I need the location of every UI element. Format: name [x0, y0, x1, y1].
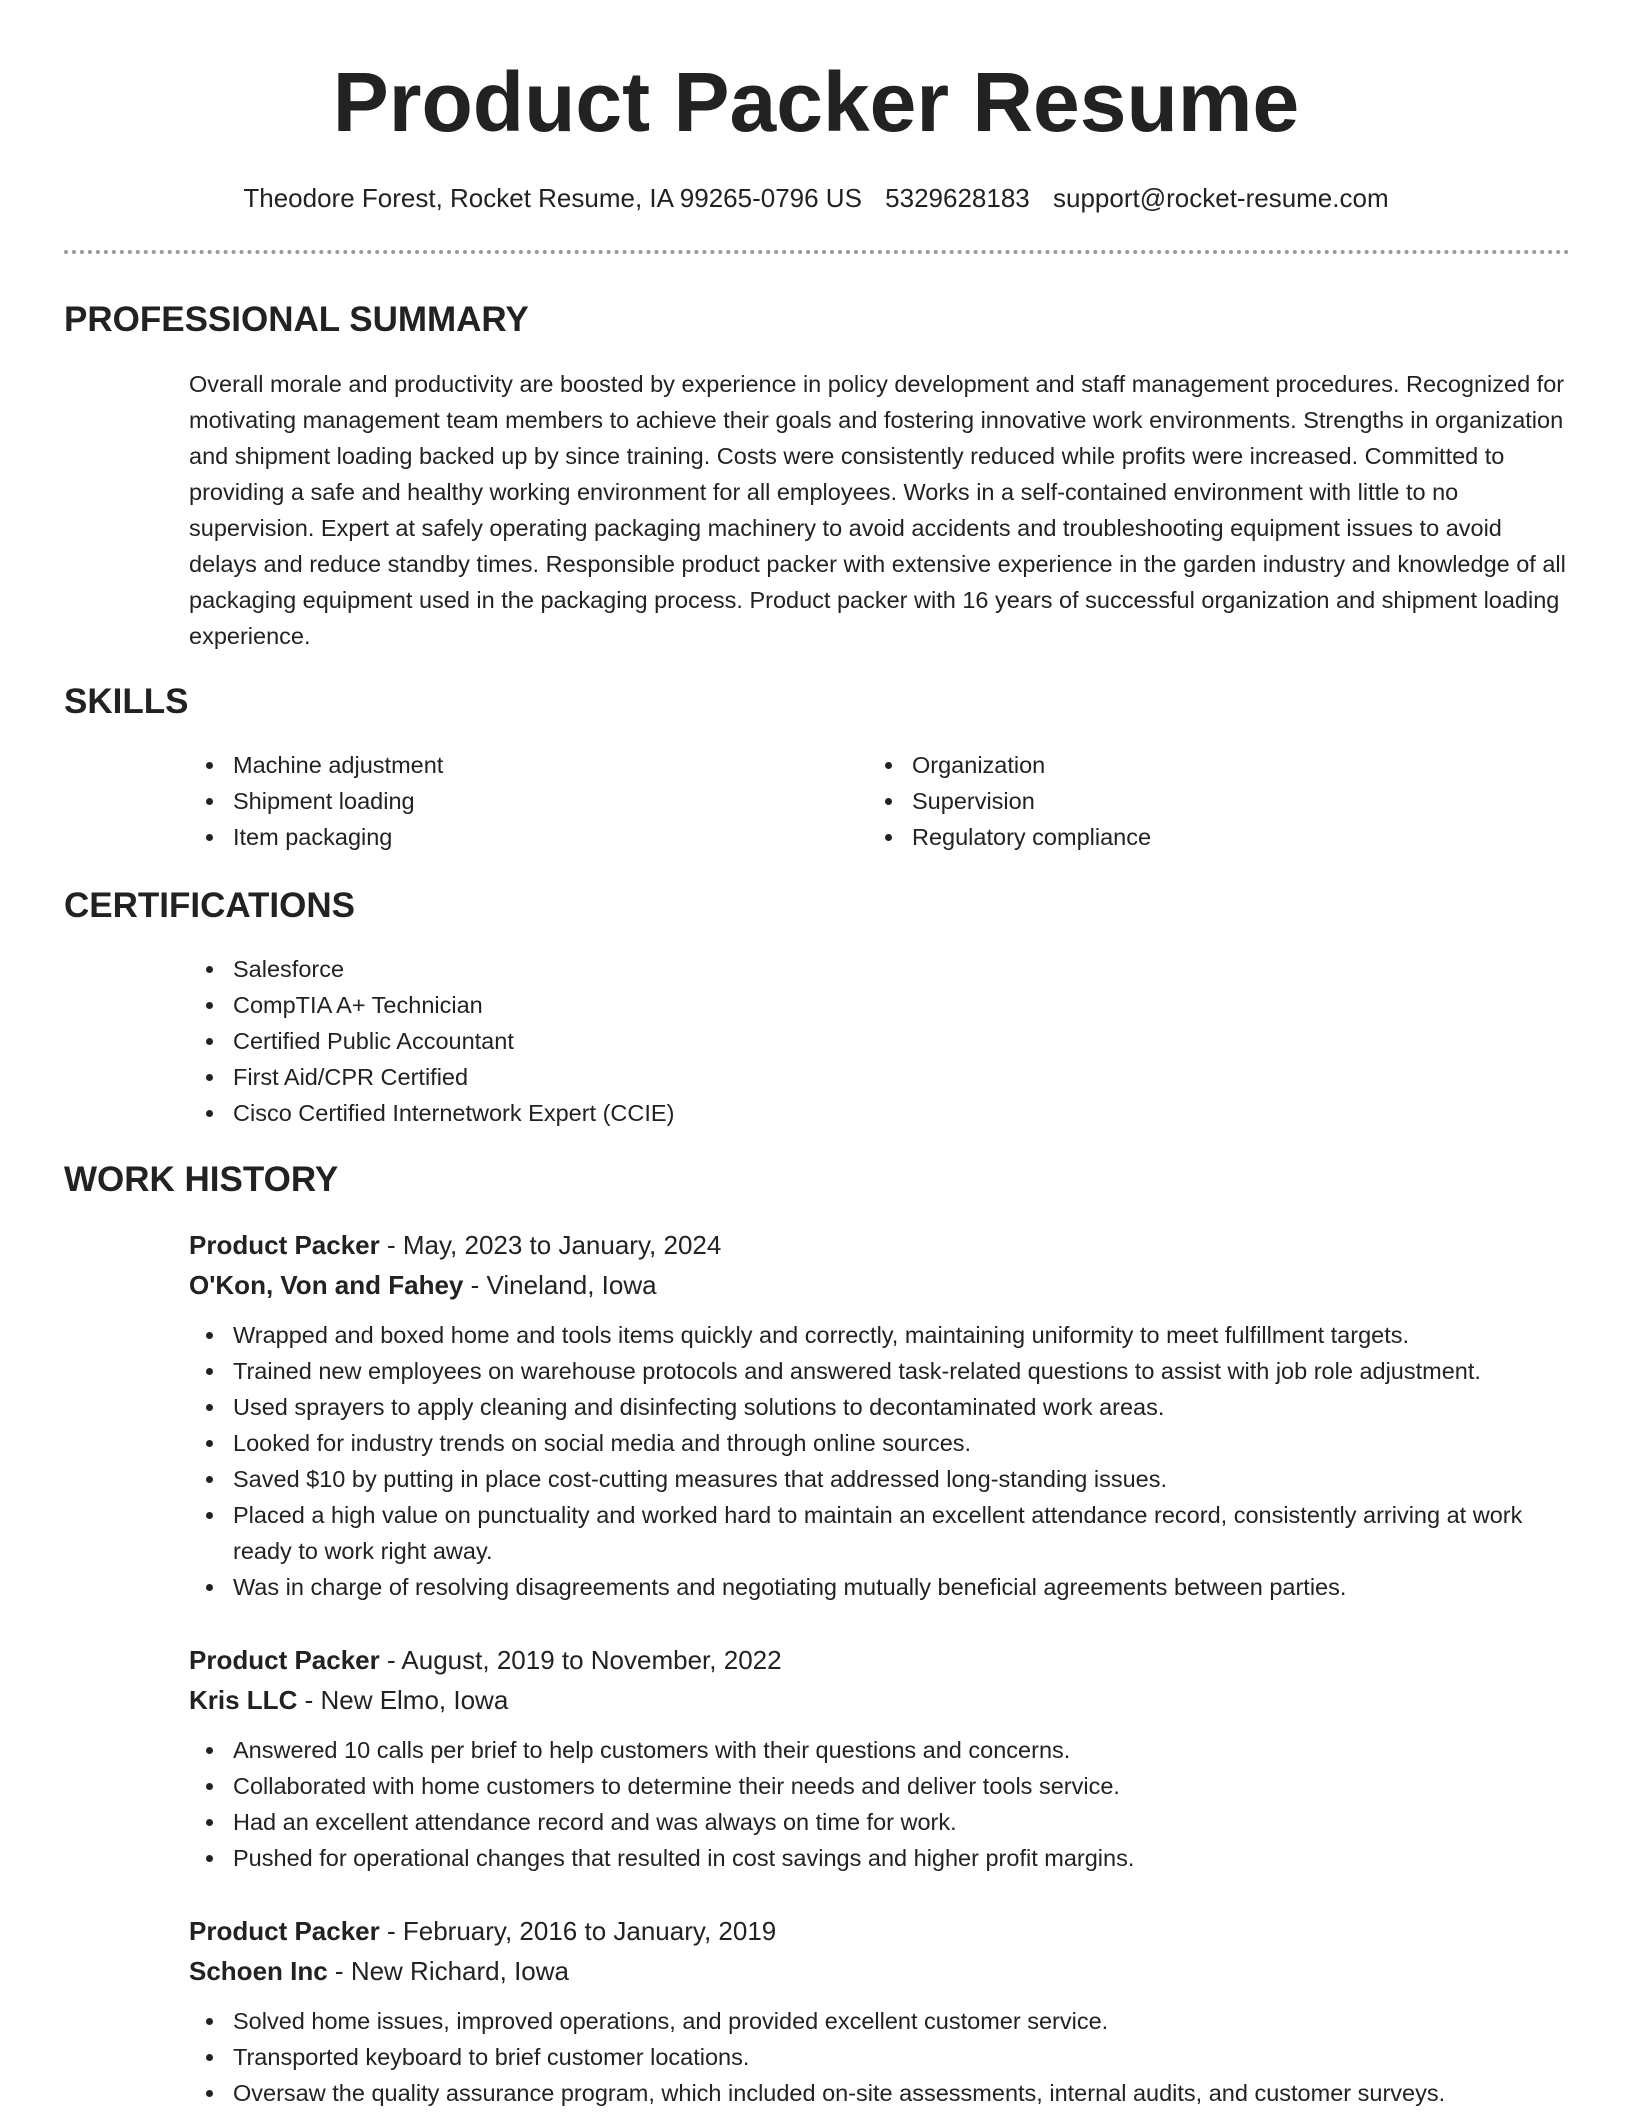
job-company: Schoen Inc — [189, 1956, 328, 1986]
job-bullet: Solved home issues, improved operations, and provided excellent customer service. — [233, 2003, 1579, 2039]
skill-item: Organization — [912, 747, 1151, 783]
summary-heading: PROFESSIONAL SUMMARY — [64, 300, 529, 339]
job-bullets — [189, 1732, 1579, 1876]
job-bullet: Oversaw the quality assurance program, which included on-site assessments, internal audits, and customer surveys. — [233, 2075, 1579, 2111]
job-dates: August, 2019 to November, 2022 — [401, 1645, 782, 1675]
contact-address: Theodore Forest, Rocket Resume, IA 99265-0796 US — [243, 183, 862, 213]
job-location: New Richard, Iowa — [350, 1956, 570, 1986]
job-dates: February, 2016 to January, 2019 — [402, 1916, 777, 1946]
certification-item: CompTIA A+ Technician — [233, 987, 674, 1023]
skill-item: Shipment loading — [233, 783, 443, 819]
job-bullet: Saved $10 by putting in place cost-cutting measures that addressed long-standing issues. — [233, 1461, 1579, 1497]
header-divider — [64, 250, 1570, 254]
contact-phone: 5329628183 — [885, 183, 1030, 213]
job-bullets — [189, 2003, 1579, 2111]
contact-line — [0, 180, 1632, 216]
job-title: Product Packer — [189, 1230, 380, 1260]
job-bullet: Had an excellent attendance record and was always on time for work. — [233, 1804, 1579, 1840]
job-bullet: Transported keyboard to brief customer locations. — [233, 2039, 1579, 2075]
job-bullet: Wrapped and boxed home and tools items quickly and correctly, maintaining uniformity to meet fulfillment targets. — [233, 1317, 1579, 1353]
job-bullet: Collaborated with home customers to determine their needs and deliver tools service. — [233, 1768, 1579, 1804]
skill-item: Supervision — [912, 783, 1151, 819]
job-entry — [189, 1225, 1579, 1605]
contact-email: support@rocket-resume.com — [1053, 183, 1389, 213]
job-bullet: Trained new employees on warehouse protocols and answered task-related questions to assist with job role adjustment. — [233, 1353, 1579, 1389]
job-bullet: Answered 10 calls per brief to help customers with their questions and concerns. — [233, 1732, 1579, 1768]
job-location: Vineland, Iowa — [486, 1270, 657, 1300]
job-location: New Elmo, Iowa — [320, 1685, 509, 1715]
job-title-line: Product Packer - August, 2019 to November, 2022 — [189, 1645, 782, 1675]
job-entry — [189, 1911, 1579, 2111]
job-company: Kris LLC — [189, 1685, 298, 1715]
job-bullet: Used sprayers to apply cleaning and disinfecting solutions to decontaminated work areas. — [233, 1389, 1579, 1425]
job-bullet: Placed a high value on punctuality and worked hard to maintain an excellent attendance record, consistently arriving at work ready to work right away. — [233, 1497, 1579, 1569]
certification-item: Salesforce — [233, 951, 674, 987]
job-title-line: Product Packer - May, 2023 to January, 2024 — [189, 1230, 722, 1260]
job-bullets — [189, 1317, 1579, 1605]
skill-item: Regulatory compliance — [912, 819, 1151, 855]
job-entry — [189, 1640, 1579, 1876]
job-company: O'Kon, Von and Fahey — [189, 1270, 464, 1300]
job-bullet: Looked for industry trends on social media and through online sources. — [233, 1425, 1579, 1461]
skill-item: Item packaging — [233, 819, 443, 855]
summary-text: Overall morale and productivity are boosted by experience in policy development and staff management procedures. Recognized for motivating management team members to achieve their goals and fostering innovative work environments. Strengths in organization and shipment loading backed up by since training. Costs were consistently reduced while profits were increased. Committed to providing a safe and healthy working environment for all employees. Works in a self-contained environment with little to no supervision. Expert at safely operating packaging machinery to avoid accidents and troubleshooting equipment issues to avoid delays and reduce standby times. Responsible product packer with extensive experience in the garden industry and knowledge of all packaging equipment used in the packaging process. Product packer with 16 years of successful organization and shipment loading experience. — [189, 371, 1566, 649]
job-title-line: Product Packer - February, 2016 to January, 2019 — [189, 1916, 777, 1946]
certifications-list — [189, 951, 674, 1131]
job-bullet: Pushed for operational changes that resulted in cost savings and higher profit margins. — [233, 1840, 1579, 1876]
job-title: Product Packer — [189, 1645, 380, 1675]
resume-title: Product Packer Resume — [332, 55, 1300, 149]
certification-item: First Aid/CPR Certified — [233, 1059, 674, 1095]
skills-heading: SKILLS — [64, 682, 189, 721]
job-company-line: O'Kon, Von and Fahey - Vineland, Iowa — [189, 1270, 657, 1300]
job-company-line: Schoen Inc - New Richard, Iowa — [189, 1956, 570, 1986]
job-dates: May, 2023 to January, 2024 — [402, 1230, 722, 1260]
certification-item: Certified Public Accountant — [233, 1023, 674, 1059]
certification-item: Cisco Certified Internetwork Expert (CCIE) — [233, 1095, 674, 1131]
job-bullet: Was in charge of resolving disagreements and negotiating mutually beneficial agreements between parties. — [233, 1569, 1579, 1605]
skills-column-right — [868, 747, 1151, 855]
job-company-line: Kris LLC - New Elmo, Iowa — [189, 1685, 509, 1715]
skills-column-left — [189, 747, 443, 855]
work-history-heading: WORK HISTORY — [64, 1160, 339, 1199]
skill-item: Machine adjustment — [233, 747, 443, 783]
certifications-heading: CERTIFICATIONS — [64, 886, 356, 925]
job-title: Product Packer — [189, 1916, 380, 1946]
